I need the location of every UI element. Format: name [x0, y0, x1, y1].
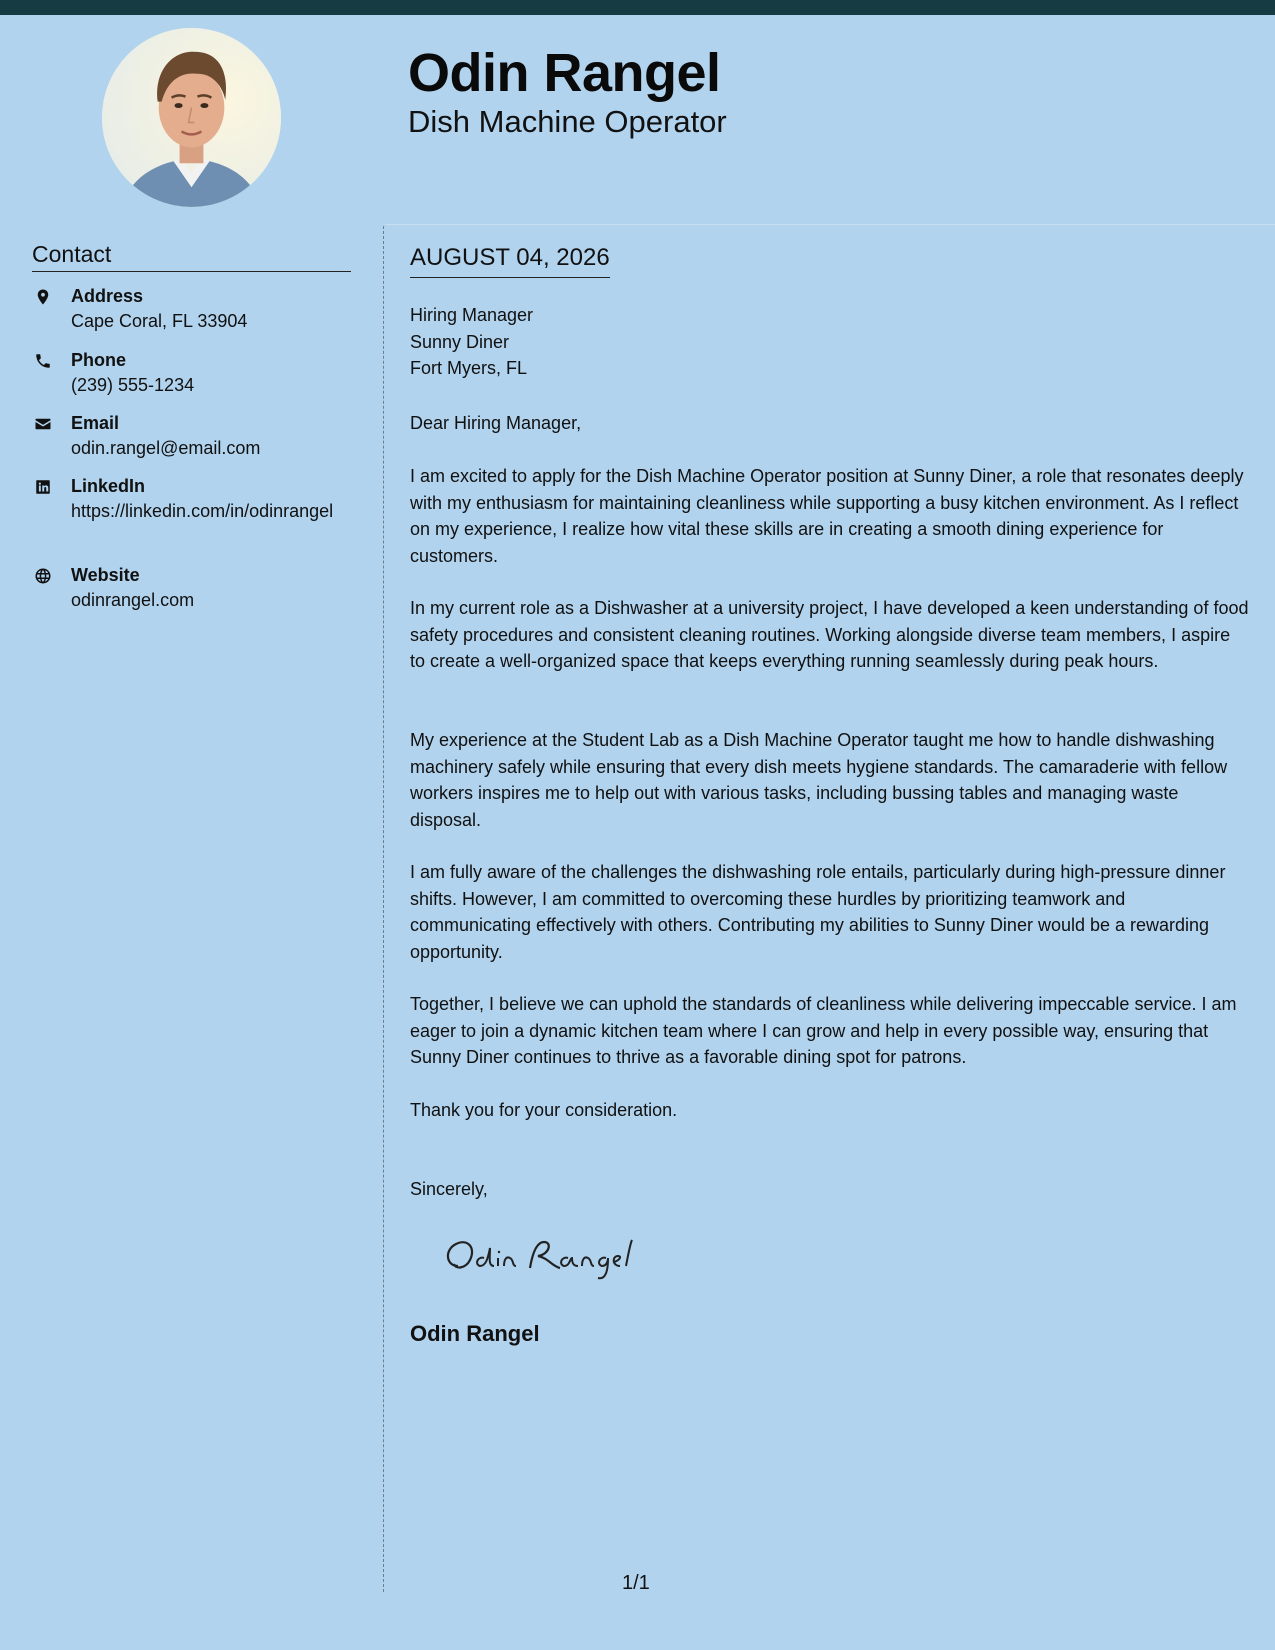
letter-paragraph: My experience at the Student Lab as a Dish Machine Operator taught me how to handle dishwashing machinery safely while ensuring that every dish meets hygiene standards. The camaraderie with fellow workers inspires me to help out with various tasks, including bussing tables and managing waste disposal. — [410, 730, 1228, 830]
letter-paragraph: I am fully aware of the challenges the dishwashing role entails, particularly during high-pressure dinner shifts. However, I am committed to overcoming these hurdles by prioritizing teamwork and communicating effectively with others. Contributing my abilities to Sunny Diner would be a rewarding opportunity. — [410, 862, 1226, 962]
contact-value-email[interactable]: odin.rangel@email.com — [71, 438, 261, 458]
contact-value-linkedin[interactable]: https://linkedin.com/in/odinrangel — [71, 501, 334, 521]
handwritten-signature — [440, 1228, 640, 1293]
contact-value-phone: (239) 555-1234 — [71, 375, 195, 395]
profile-photo-illustration — [102, 28, 281, 207]
contact-value-address: Cape Coral, FL 33904 — [71, 311, 248, 331]
envelope-icon — [32, 413, 54, 435]
contact-label-email: Email — [71, 413, 120, 433]
column-divider — [383, 226, 384, 1592]
profile-photo — [102, 28, 281, 207]
contact-label-phone: Phone — [71, 350, 127, 370]
thanks-line: Thank you for your consideration. — [410, 1100, 678, 1120]
phone-icon — [32, 350, 54, 372]
page-number: 1/1 — [622, 1572, 650, 1594]
contact-label-address: Address — [71, 286, 144, 306]
map-pin-icon — [32, 286, 54, 308]
contact-heading: Contact — [32, 240, 351, 272]
contact-value-website[interactable]: odinrangel.com — [71, 590, 195, 610]
header-divider — [385, 224, 1275, 225]
letter-date: AUGUST 04, 2026 — [410, 243, 610, 278]
salutation: Dear Hiring Manager, — [410, 413, 582, 433]
top-bar — [0, 0, 1275, 15]
recipient-block — [410, 302, 533, 382]
closing-line: Sincerely, — [410, 1179, 488, 1199]
globe-icon — [32, 565, 54, 587]
signature-drawing — [440, 1228, 640, 1288]
letter-paragraph: I am excited to apply for the Dish Machine Operator position at Sunny Diner, a role that resonates deeply with my enthusiasm for maintaining cleanliness while supporting a busy kitchen environment. As I reflect on my experience, I realize how vital these skills are in creating a smooth dining experience for customers. — [410, 466, 1244, 566]
contact-label-website: Website — [71, 565, 140, 585]
header-job-title: Dish Machine Operator — [408, 104, 727, 139]
contact-label-linkedin: LinkedIn — [71, 476, 146, 496]
signoff-name: Odin Rangel — [410, 1321, 540, 1346]
recipient-line: Hiring Manager — [410, 305, 534, 325]
recipient-line: Sunny Diner — [410, 331, 510, 352]
header-name: Odin Rangel — [408, 43, 721, 103]
linkedin-icon — [32, 476, 54, 498]
recipient-line: Fort Myers, FL — [410, 358, 528, 378]
letter-paragraph: In my current role as a Dishwasher at a university project, I have developed a keen understanding of food safety procedures and consistent cleaning routines. Working alongside diverse team members, I aspire to create a well-organized space that keeps everything running seamlessly during peak hours. — [410, 598, 1249, 671]
letter-paragraph: Together, I believe we can uphold the standards of cleanliness while delivering impeccable service. I am eager to join a dynamic kitchen team where I can grow and help in every possible way, ensuring that Sunny Diner continues to thrive as a favorable dining spot for patrons. — [410, 994, 1237, 1067]
